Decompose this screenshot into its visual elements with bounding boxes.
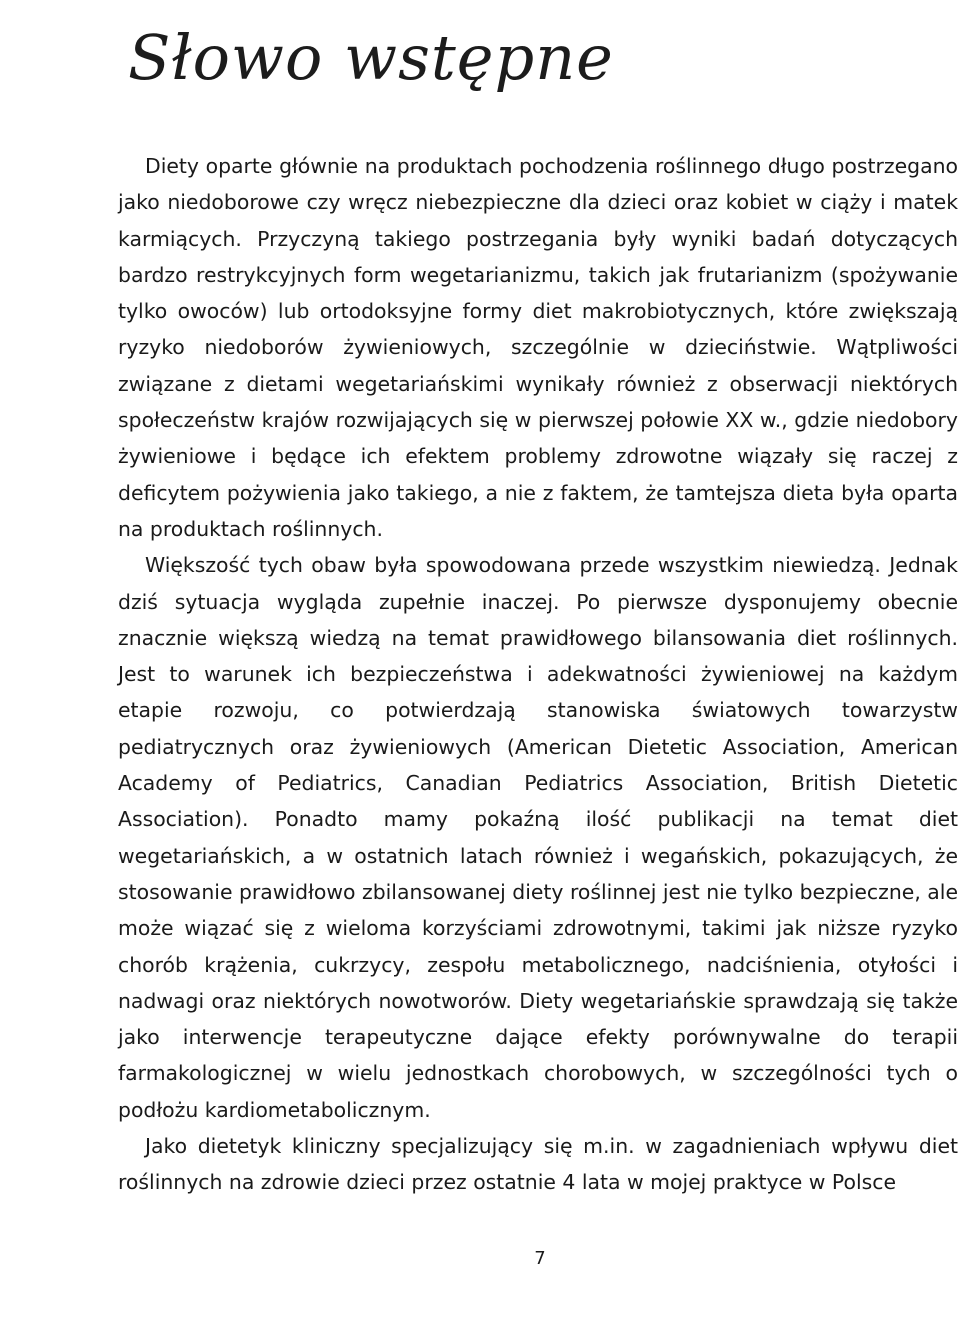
body-text bbox=[118, 148, 958, 1201]
paragraph: Większość tych obaw była spowodowana przede wszystkim niewiedzą. Jednak dziś sytuacja wygląda zupełnie inaczej. Po pierwsze dysponujemy obecnie znacznie większą wiedzą na temat prawidłowego bilansowania diet roślinnych. Jest to warunek ich bezpieczeństwa i adekwatności żywieniowej na każdym etapie rozwoju, co potwierdzają stanowiska światowych towarzystw pediatrycznych oraz żywieniowych (American Dietetic Association, American Academy of Pediatrics, Canadian Pediatrics Association, British Dietetic Association). Ponadto mamy pokaźną ilość publikacji na temat diet wegetariańskich, a w ostatnich latach również i wegańskich, pokazujących, że stosowanie prawidłowo zbilansowanej diety roślinnej jest nie tylko bezpieczne, ale może wiązać się z wieloma korzyściami zdrowotnymi, takimi jak niższe ryzyko chorób krążenia, cukrzycy, zespołu metabolicznego, nadciśnienia, otyłości i nadwagi oraz niektórych nowotworów. Diety wegetariańskie sprawdzają się także jako interwencje terapeutyczne dające efekty porównywalne do terapii farmakologicznej w wielu jednostkach chorobowych, w szczególności tych o podłożu kardiometabolicznym. bbox=[118, 553, 958, 1122]
chapter-title: Słowo wstępne bbox=[128, 21, 614, 94]
page-number: 7 bbox=[534, 1248, 546, 1269]
paragraph: Jako dietetyk kliniczny specjalizujący się m.in. w zagadnieniach wpływu diet roślinnych na zdrowie dzieci przez ostatnie 4 lata w mojej praktyce w Polsce bbox=[118, 1134, 958, 1195]
paragraph: Diety oparte głównie na produktach pochodzenia roślinnego długo postrzegano jako niedoborowe czy wręcz niebezpieczne dla dzieci oraz kobiet w ciąży i matek karmiących. Przyczyną takiego postrzegania były wyniki badań dotyczących bardzo restrykcyjnych form wegetarianizmu, takich jak frutarianizm (spożywanie tylko owoców) lub ortodoksyjne formy diet makrobiotycznych, które zwiększają ryzyko niedoborów żywieniowych, szczególnie w dzieciństwie. Wątpliwości związane z dietami wegetariańskimi wynikały również z obserwacji niektórych społeczeństw krajów rozwijających się w pierwszej połowie XX w., gdzie niedobory żywieniowe i będące ich efektem problemy zdrowotne wiązały się raczej z deficytem pożywienia jako takiego, a nie z faktem, że tamtejsza dieta była oparta na produktach roślinnych. bbox=[118, 154, 958, 541]
